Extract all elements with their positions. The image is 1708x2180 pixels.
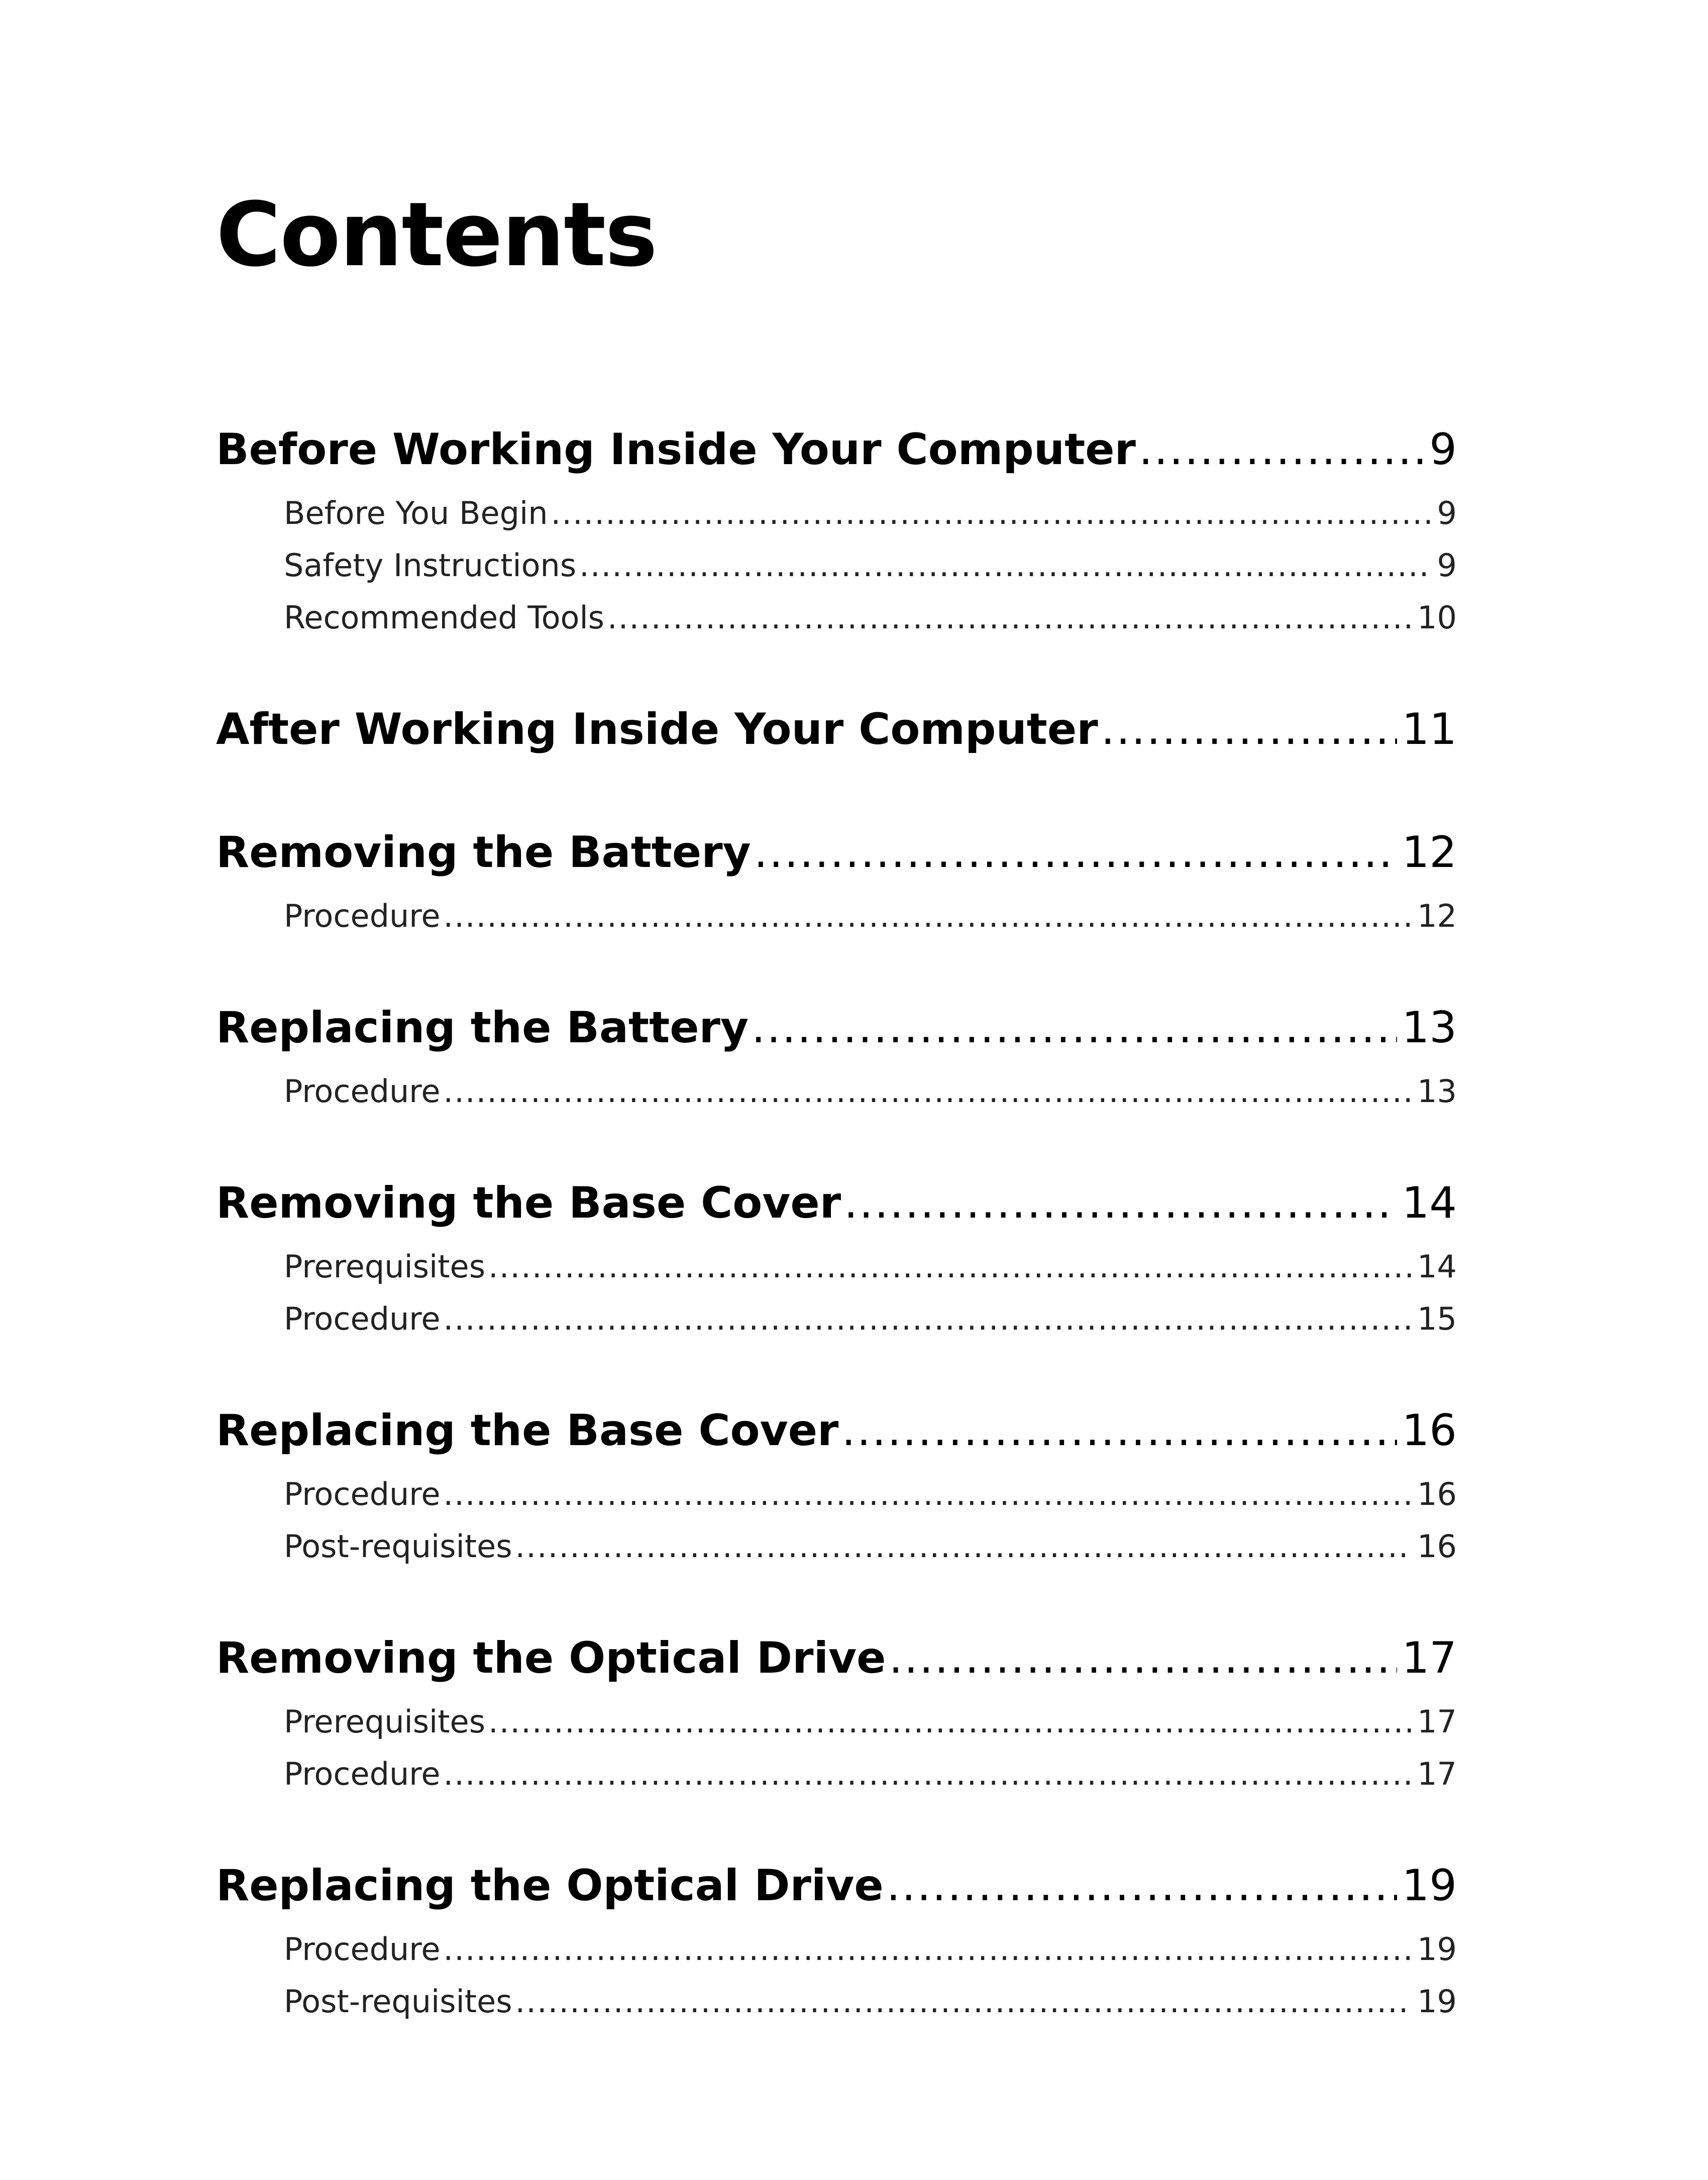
dot-leader [1101, 692, 1397, 767]
dot-leader [752, 990, 1397, 1065]
dot-leader [551, 487, 1432, 539]
toc-chapter-entry[interactable] [216, 1165, 1457, 1241]
toc-page-number: 13 [1402, 1003, 1457, 1053]
toc-page-number: 13 [1417, 1073, 1457, 1110]
dot-leader [488, 1696, 1412, 1748]
toc-subsection-entry[interactable] [284, 592, 1457, 644]
toc-subsection-entry[interactable] [284, 1065, 1457, 1118]
toc-page-number: 14 [1417, 1248, 1457, 1285]
toc-chapter-entry[interactable] [216, 1848, 1457, 1923]
toc-section [216, 990, 1457, 1118]
toc-chapter-entry[interactable] [216, 412, 1457, 487]
toc-page-number: 9 [1437, 547, 1457, 584]
toc-chapter-entry[interactable] [216, 1393, 1457, 1468]
dot-leader [841, 1393, 1397, 1468]
toc-subsection-entry[interactable] [284, 1748, 1457, 1800]
toc-subsection-title: Safety Instructions [284, 547, 577, 584]
toc-subsection-title: Procedure [284, 1756, 441, 1792]
toc-subsection-title: Post-requisites [284, 1983, 512, 2020]
dot-leader [607, 592, 1412, 644]
toc-chapter-title: After Working Inside Your Computer [216, 704, 1098, 754]
toc-section [216, 412, 1457, 644]
toc-chapter-entry[interactable] [216, 692, 1457, 767]
toc-chapter-title: Replacing the Base Cover [216, 1405, 839, 1456]
toc-subsection-entry[interactable] [284, 1976, 1457, 2028]
toc-page-number: 15 [1417, 1300, 1457, 1337]
toc-section [216, 1620, 1457, 1800]
toc-page-number: 11 [1402, 704, 1457, 754]
toc-section [216, 692, 1457, 767]
toc-subsection-title: Procedure [284, 898, 441, 934]
toc-subsection-title: Prerequisites [284, 1248, 486, 1285]
toc-subsection-entry[interactable] [284, 487, 1457, 539]
table-of-contents [216, 412, 1457, 2076]
page-title: Contents [216, 183, 657, 286]
toc-subsection-entry[interactable] [284, 1241, 1457, 1293]
toc-page-number: 16 [1417, 1476, 1457, 1512]
dot-leader [444, 1468, 1413, 1520]
toc-page-number: 16 [1402, 1405, 1457, 1456]
dot-leader [444, 1293, 1413, 1345]
dot-leader [515, 1976, 1413, 2028]
toc-page-number: 16 [1417, 1528, 1457, 1565]
toc-page-number: 9 [1429, 424, 1457, 475]
toc-page-number: 17 [1417, 1703, 1457, 1740]
toc-page-number: 9 [1437, 495, 1457, 531]
toc-subsection-entry[interactable] [284, 1520, 1457, 1573]
dot-leader [754, 815, 1397, 890]
toc-section [216, 1848, 1457, 2028]
dot-leader [488, 1241, 1412, 1293]
dot-leader [444, 1923, 1413, 1976]
toc-page-number: 12 [1417, 898, 1457, 934]
toc-subsection-title: Prerequisites [284, 1703, 486, 1740]
toc-page-number: 10 [1417, 599, 1457, 636]
dot-leader [444, 1748, 1413, 1800]
toc-subsection-entry[interactable] [284, 1696, 1457, 1748]
toc-section [216, 815, 1457, 942]
toc-page-number: 17 [1417, 1756, 1457, 1792]
dot-leader [1139, 412, 1424, 487]
toc-chapter-title: Removing the Battery [216, 827, 751, 878]
toc-chapter-title: Before Working Inside Your Computer [216, 424, 1136, 475]
toc-subsection-title: Before You Begin [284, 495, 548, 531]
dot-leader [844, 1165, 1397, 1241]
dot-leader [579, 539, 1432, 592]
toc-subsection-entry[interactable] [284, 890, 1457, 942]
toc-section [216, 1393, 1457, 1573]
toc-subsection-entry[interactable] [284, 1923, 1457, 1976]
toc-page-number: 12 [1402, 827, 1457, 878]
toc-subsection-title: Procedure [284, 1073, 441, 1110]
toc-chapter-title: Removing the Optical Drive [216, 1633, 886, 1683]
dot-leader [444, 890, 1413, 942]
toc-chapter-entry[interactable] [216, 815, 1457, 890]
dot-leader [889, 1620, 1397, 1696]
dot-leader [887, 1848, 1397, 1923]
toc-page-number: 19 [1417, 1983, 1457, 2020]
toc-subsection-title: Recommended Tools [284, 599, 604, 636]
toc-subsection-title: Post-requisites [284, 1528, 512, 1565]
toc-subsection-title: Procedure [284, 1476, 441, 1512]
toc-section [216, 1165, 1457, 1345]
toc-chapter-title: Removing the Base Cover [216, 1178, 841, 1228]
toc-subsection-entry[interactable] [284, 1468, 1457, 1520]
toc-page-number: 19 [1402, 1861, 1457, 1911]
toc-subsection-entry[interactable] [284, 539, 1457, 592]
toc-chapter-entry[interactable] [216, 1620, 1457, 1696]
dot-leader [515, 1520, 1413, 1573]
toc-subsection-title: Procedure [284, 1300, 441, 1337]
toc-page-number: 19 [1417, 1931, 1457, 1968]
toc-subsection-title: Procedure [284, 1931, 441, 1968]
toc-chapter-title: Replacing the Optical Drive [216, 1861, 884, 1911]
toc-page-number: 14 [1402, 1178, 1457, 1228]
toc-subsection-entry[interactable] [284, 1293, 1457, 1345]
toc-chapter-entry[interactable] [216, 990, 1457, 1065]
dot-leader [444, 1065, 1413, 1118]
toc-page-number: 17 [1402, 1633, 1457, 1683]
toc-chapter-title: Replacing the Battery [216, 1003, 749, 1053]
